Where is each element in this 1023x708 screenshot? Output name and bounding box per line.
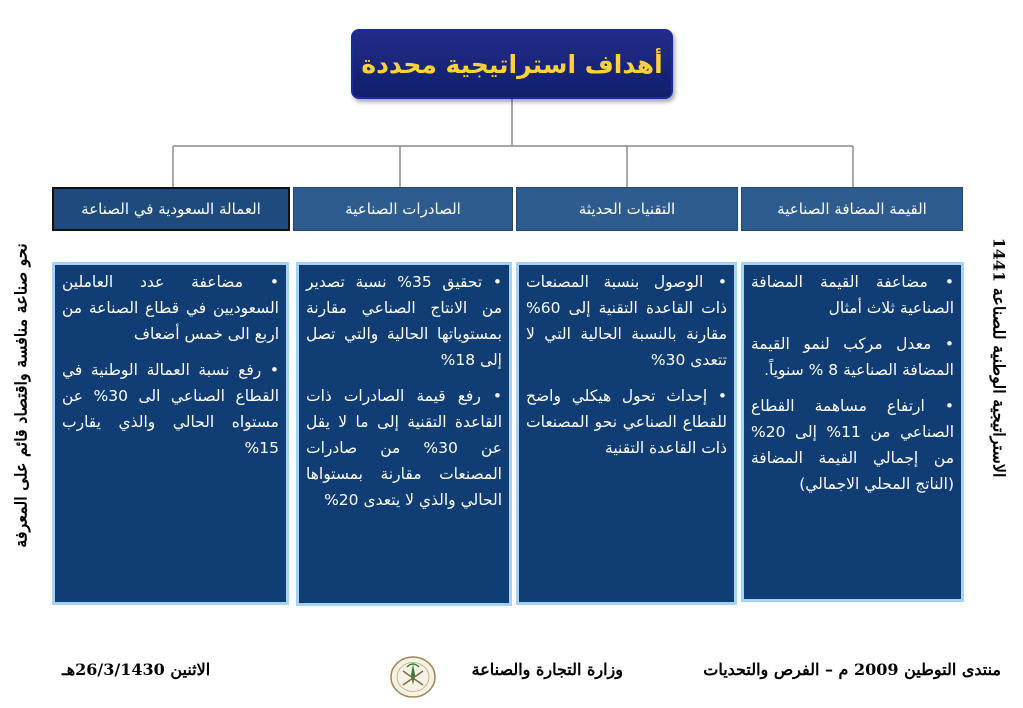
column-industrial-exports bbox=[296, 262, 512, 606]
heading-industrial-exports: الصادرات الصناعية bbox=[293, 187, 513, 231]
heading-modern-technologies: التقنيات الحديثة bbox=[516, 187, 738, 231]
column-point: • معدل مركب لنمو القيمة المضافة الصناعية 8 % سنوياً. bbox=[751, 335, 954, 379]
column-point: • تحقيق 35% نسبة تصدير من الانتاج الصناعي مقارنة بمستوياتها الحالية والتي تصل إلى 18% bbox=[306, 273, 502, 369]
column-point: • مضاعفة القيمة المضافة الصناعية ثلاث أمثال bbox=[751, 273, 954, 317]
side-label-right-text: الاستراتيجية الوطنية للصناعة 1441 bbox=[989, 237, 1009, 478]
side-label-left-text: نحو صناعة منافسة واقتصاد قائم على المعرفة bbox=[11, 242, 31, 548]
heading-saudi-labor: العمالة السعودية في الصناعة bbox=[52, 187, 290, 231]
column-point: • الوصول بنسبة المصنعات ذات القاعدة التقنية إلى 60% مقارنة بالنسبة الحالية التي لا تتعدى 30% bbox=[526, 273, 727, 369]
column-point: • رفع قيمة الصادرات ذات القاعدة التقنية إلى ما لا يقل عن 30% من صادرات المصنعات مقارنة بمستواها الحالي والذي لا يتعدى 20% bbox=[306, 387, 502, 509]
footer-forum: منتدى التوطين 2009 م – الفرص والتحديات bbox=[703, 660, 1001, 679]
footer-ministry: وزارة التجارة والصناعة bbox=[471, 660, 623, 679]
heading-industrial-value-added: القيمة المضافة الصناعية bbox=[741, 187, 963, 231]
column-saudi-labor bbox=[52, 262, 289, 605]
side-label-knowledge-economy bbox=[6, 190, 36, 600]
column-industrial-value-added bbox=[741, 262, 964, 602]
column-modern-technologies bbox=[516, 262, 737, 605]
column-point: • إحداث تحول هيكلي واضح للقطاع الصناعي نحو المصنعات ذات القاعدة التقنية bbox=[526, 387, 727, 457]
strategic-goals-title: أهداف استراتيجية محددة bbox=[351, 29, 673, 99]
footer-date: الاثنين 26/3/1430هـ bbox=[62, 660, 211, 679]
column-point: • مضاعفة عدد العاملين السعوديين في قطاع الصناعة من اربع الى خمس أضعاف bbox=[62, 273, 279, 343]
column-point: • ارتفاع مساهمة القطاع الصناعي من 11% إلى 20% من إجمالي القيمة المضافة (الناتج المحلي الاجمالي) bbox=[751, 397, 955, 493]
side-label-national-strategy bbox=[982, 225, 1016, 490]
ministry-emblem-icon bbox=[389, 655, 437, 699]
column-point: • رفع نسبة العمالة الوطنية في القطاع الصناعي الى 30% عن مستواه الحالي والذي يقارب 15% bbox=[62, 361, 279, 457]
